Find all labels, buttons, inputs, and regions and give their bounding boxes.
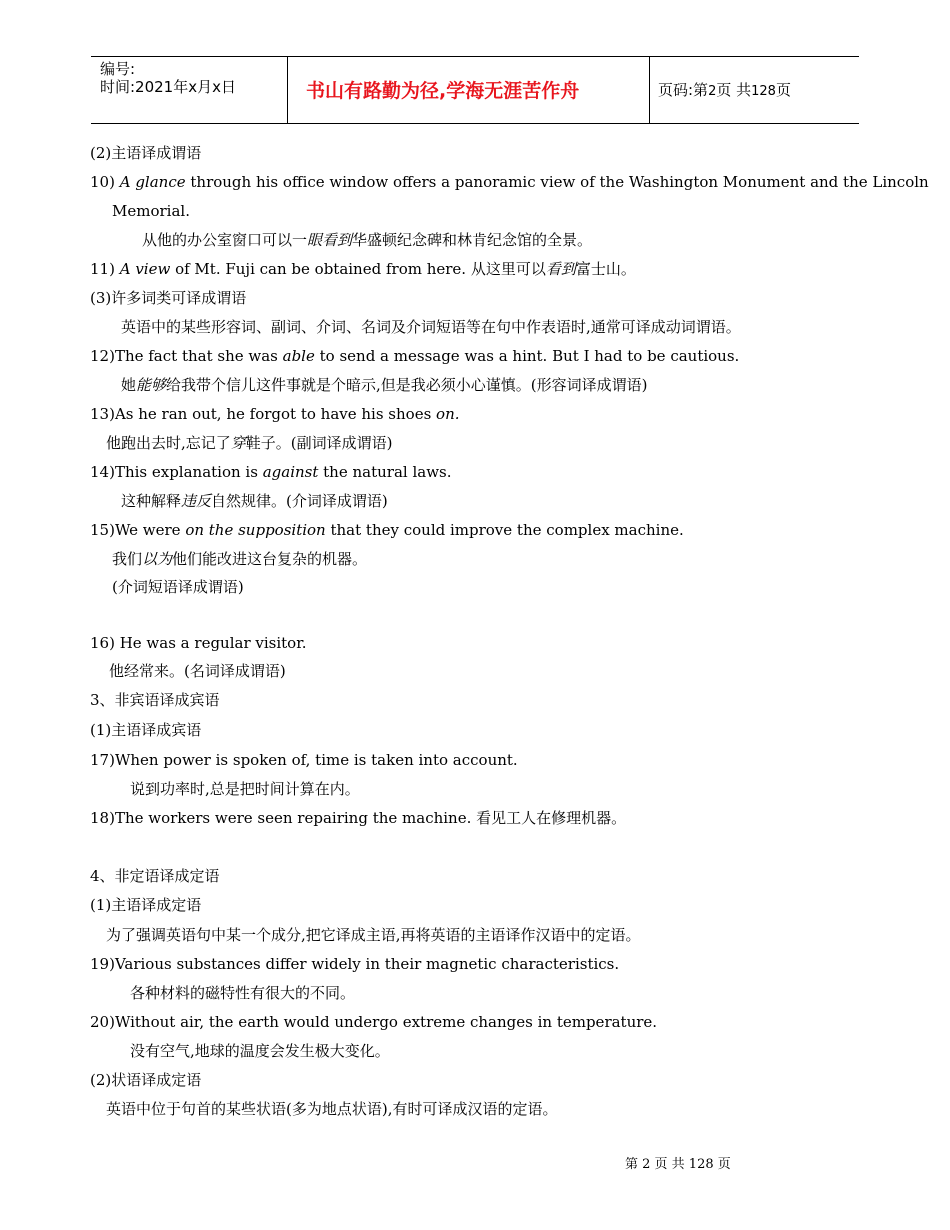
text-segment: 自然规律。(介词译成谓语): [211, 492, 388, 510]
text-segment: that they could improve the complex machine.: [325, 521, 684, 539]
page-suffix: 页: [775, 81, 791, 99]
page-mid: 页 共: [716, 81, 752, 99]
text-segment: 3、非宾语译成宾语: [90, 691, 220, 709]
text-segment: (2)主语译成谓语: [90, 144, 202, 162]
emphasis-text: 违反: [181, 492, 212, 510]
text-line: [90, 520, 684, 540]
emphasis-text: A view: [119, 260, 171, 278]
header-motto-cell: [287, 57, 650, 123]
text-segment: 他们能改进这台复杂的机器。: [172, 550, 368, 568]
emphasis-text: able: [282, 347, 315, 365]
text-segment: through his office window offers a panoramic view of the Washington Monument and the Lincoln: [185, 173, 929, 191]
text-line: [90, 895, 201, 915]
text-segment: 从他的办公室窗口可以一: [142, 231, 308, 249]
text-segment: 4、非定语译成定语: [90, 867, 220, 885]
text-segment: 这种解释: [121, 492, 182, 510]
text-line: [90, 633, 307, 653]
text-line: [90, 808, 626, 828]
emphasis-text: A glance: [119, 173, 186, 191]
text-segment: 10): [90, 173, 120, 191]
page-footer: 第 2 页 共 128 页: [625, 1157, 731, 1172]
text-line: [130, 1041, 390, 1061]
text-line: [130, 779, 360, 799]
text-line: [90, 172, 929, 192]
text-line: [121, 317, 741, 337]
page-header: [91, 56, 859, 124]
text-segment: (1)主语译成定语: [90, 896, 202, 914]
text-segment: 18)The workers were seen repairing the machine. 看见工人在修理机器。: [90, 809, 627, 827]
emphasis-text: on the supposition: [185, 521, 326, 539]
text-line: [90, 1070, 201, 1090]
text-line: [90, 866, 220, 886]
emphasis-text: 看到: [545, 260, 576, 278]
text-segment: 说到功率时,总是把时间计算在内。: [130, 780, 360, 798]
text-segment: 我们: [112, 550, 143, 568]
text-segment: 富士山。: [575, 260, 636, 278]
text-segment: 给我带个信儿这件事就是个暗示,但是我必须小心谨慎。(形容词译成谓语): [166, 376, 648, 394]
text-line: [112, 201, 190, 221]
text-segment: 鞋子。(副词译成谓语): [245, 434, 393, 452]
text-line: [90, 404, 460, 424]
text-segment: 14)This explanation is: [90, 463, 263, 481]
text-line: [90, 720, 201, 740]
motto: 书山有路勤为径,学海无涯苦作舟: [306, 80, 580, 102]
text-segment: 11): [90, 260, 120, 278]
text-line: [90, 288, 246, 308]
number-label: 编号:: [100, 60, 136, 78]
text-line: [90, 346, 739, 366]
text-segment: 她: [121, 376, 137, 394]
emphasis-text: against: [262, 463, 319, 481]
text-segment: 17)When power is spoken of, time is taken into account.: [90, 751, 518, 769]
text-segment: 英语中的某些形容词、副词、介词、名词及介词短语等在句中作表语时,通常可译成动词谓语。: [121, 318, 741, 336]
text-segment: 16) He was a regular visitor.: [90, 634, 307, 652]
text-segment: the natural laws.: [318, 463, 452, 481]
text-line: [121, 491, 388, 511]
text-segment: 为了强调英语句中某一个成分,把它译成主语,再将英语的主语译作汉语中的定语。: [106, 926, 641, 944]
text-line: [112, 577, 244, 597]
text-line: [90, 143, 201, 163]
text-segment: Memorial.: [112, 202, 190, 220]
text-line: [130, 983, 355, 1003]
text-segment: 他经常来。(名词译成谓语): [109, 662, 286, 680]
text-segment: 15)We were: [90, 521, 186, 539]
text-line: [90, 954, 619, 974]
text-segment: 13)As he ran out, he forgot to have his shoes: [90, 405, 437, 423]
text-segment: 各种材料的磁特性有很大的不同。: [130, 984, 356, 1002]
header-page-cell: [649, 57, 859, 123]
text-segment: 19)Various substances differ widely in their magnetic characteristics.: [90, 955, 620, 973]
text-segment: (介词短语译成谓语): [112, 578, 244, 596]
text-line: [112, 549, 367, 569]
text-line: [121, 375, 648, 395]
header-page-number: [658, 79, 791, 103]
text-line: [106, 433, 393, 453]
text-segment: (2)状语译成定语: [90, 1071, 202, 1089]
text-segment: 20)Without air, the earth would undergo extreme changes in temperature.: [90, 1013, 658, 1031]
text-line: [90, 1012, 657, 1032]
text-line: [90, 259, 636, 279]
text-segment: 12)The fact that she was: [90, 347, 283, 365]
text-segment: 华盛顿纪念碑和林肯纪念馆的全景。: [352, 231, 593, 249]
page-current: 2: [708, 84, 717, 99]
text-line: [106, 925, 641, 945]
time-label: 时间:2021年x月x日: [100, 78, 236, 96]
emphasis-text: 能够: [136, 376, 167, 394]
text-line: [90, 750, 518, 770]
page-total: 128: [751, 84, 776, 99]
text-segment: 他跑出去时,忘记了: [106, 434, 231, 452]
text-segment: 没有空气,地球的温度会发生极大变化。: [130, 1042, 390, 1060]
text-line: [109, 661, 286, 681]
emphasis-text: on.: [436, 405, 460, 423]
emphasis-text: 眼看到: [307, 231, 353, 249]
text-segment: 英语中位于句首的某些状语(多为地点状语),有时可译成汉语的定语。: [106, 1100, 558, 1118]
text-line: [142, 230, 592, 250]
emphasis-text: 穿: [230, 434, 246, 452]
text-segment: (1)主语译成宾语: [90, 721, 202, 739]
text-segment: of Mt. Fuji can be obtained from here. 从这里可以: [170, 260, 546, 278]
text-line: [90, 462, 452, 482]
text-line: [106, 1099, 557, 1119]
header-meta-cell: [91, 57, 288, 123]
text-line: [90, 690, 220, 710]
text-segment: to send a message was a hint. But I had to be cautious.: [314, 347, 740, 365]
text-segment: (3)许多词类可译成谓语: [90, 289, 247, 307]
page-prefix: 页码:第: [658, 81, 709, 99]
emphasis-text: 以为: [142, 550, 173, 568]
